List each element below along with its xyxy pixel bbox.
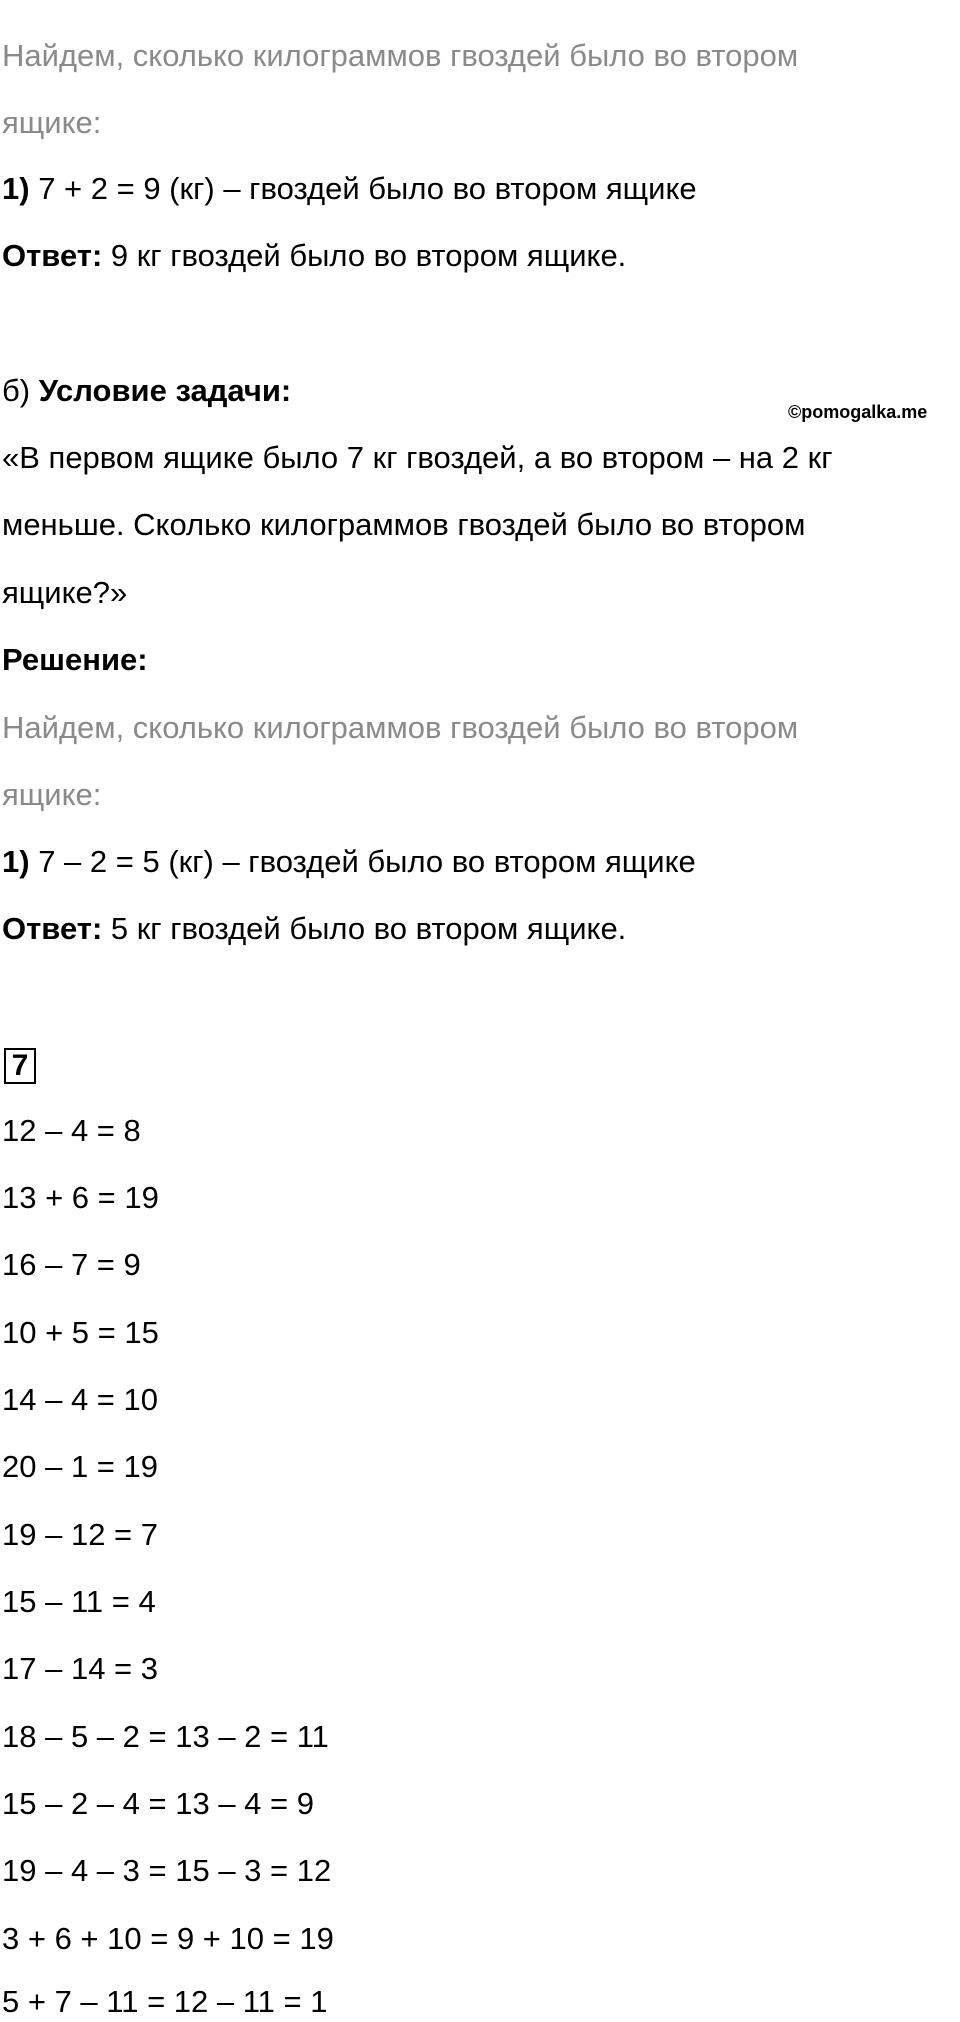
part-b-solution-label: Решение: <box>2 642 148 677</box>
part-b-condition-label: Условие задачи: <box>38 373 292 408</box>
part-a-answer-label: Ответ: <box>2 238 103 273</box>
equation-line: 15 – 11 = 4 <box>2 1584 156 1619</box>
equation-line: 10 + 5 = 15 <box>2 1315 159 1350</box>
part-a-step-text: 7 + 2 = 9 (кг) – гвоздей было во втором ящике <box>29 171 697 206</box>
part-b-step-1 <box>2 842 696 882</box>
part-b-answer <box>2 909 626 949</box>
part-b-heading <box>2 371 291 411</box>
equation-line: 19 – 4 – 3 = 15 – 3 = 12 <box>2 1853 332 1888</box>
equation-line: 3 + 6 + 10 = 9 + 10 = 19 <box>2 1921 334 1956</box>
equation-line: 12 – 4 = 8 <box>2 1113 141 1148</box>
task-number-box: 7 <box>4 1048 36 1084</box>
part-a-step-number: 1) <box>2 171 30 206</box>
equation-line: 14 – 4 = 10 <box>2 1382 158 1417</box>
part-b-condition-line-1: «В первом ящике было 7 кг гвоздей, а во втором – на 2 кг <box>2 440 833 475</box>
equation-line: 18 – 5 – 2 = 13 – 2 = 11 <box>2 1719 329 1754</box>
equation-line: 13 + 6 = 19 <box>2 1180 159 1215</box>
part-b-prefix: б) <box>2 373 39 408</box>
watermark: ©pomogalka.me <box>788 402 928 422</box>
equation-line: 17 – 14 = 3 <box>2 1651 158 1686</box>
equation-line: 5 + 7 – 11 = 12 – 11 = 1 <box>2 1984 328 2019</box>
equation-line: 15 – 2 – 4 = 13 – 4 = 9 <box>2 1786 314 1821</box>
equation-line: 16 – 7 = 9 <box>2 1247 141 1282</box>
part-b-answer-label: Ответ: <box>2 911 103 946</box>
part-a-solution-intro-line-1: Найдем, сколько килограммов гвоздей было во втором <box>2 38 799 73</box>
part-b-solution-intro-line-1: Найдем, сколько килограммов гвоздей было во втором <box>2 710 799 745</box>
part-a-answer <box>2 236 626 276</box>
part-b-condition-line-3: ящике?» <box>2 575 128 610</box>
part-b-answer-text: 5 кг гвоздей было во втором ящике. <box>102 911 627 946</box>
part-b-step-number: 1) <box>2 844 30 879</box>
equation-line: 20 – 1 = 19 <box>2 1449 158 1484</box>
part-b-step-text: 7 – 2 = 5 (кг) – гвоздей было во втором ящике <box>29 844 696 879</box>
part-b-condition-line-2: меньше. Сколько килограммов гвоздей было во втором <box>2 507 806 542</box>
part-b-solution-intro-line-2: ящике: <box>2 777 102 812</box>
part-a-solution-intro-line-2: ящике: <box>2 105 102 140</box>
part-a-step-1 <box>2 169 697 209</box>
equation-line: 19 – 12 = 7 <box>2 1517 158 1552</box>
part-a-answer-text: 9 кг гвоздей было во втором ящике. <box>102 238 627 273</box>
